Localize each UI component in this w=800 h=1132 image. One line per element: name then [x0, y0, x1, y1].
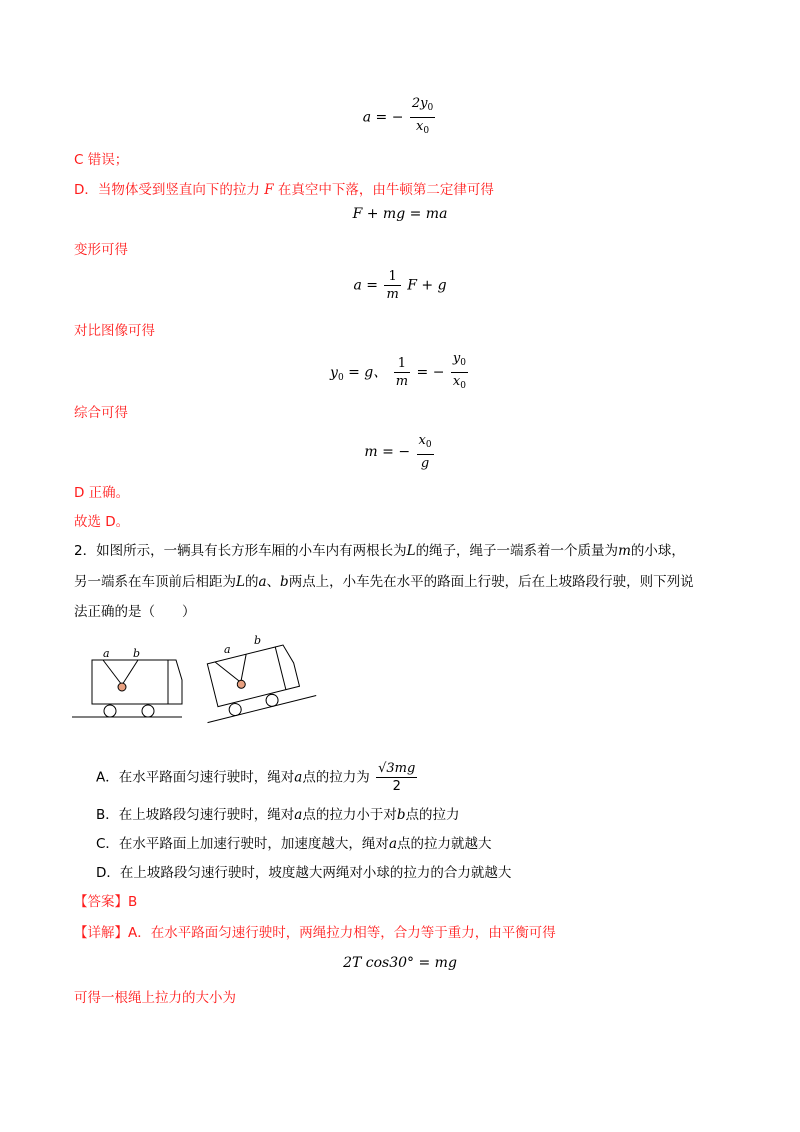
label-b: b	[133, 647, 141, 660]
fraction: $\frac{2y_0}{x_0}$	[411, 96, 434, 136]
transform-text: 变形可得	[74, 242, 128, 258]
fraction: $\frac{x_0}{g}$	[418, 433, 432, 471]
compare-text: 对比图像可得	[74, 323, 155, 339]
answer: 【答案】B	[74, 894, 138, 910]
fraction: $\frac{1}{m}$	[386, 269, 399, 302]
choose-text: 故选 D。	[74, 514, 130, 530]
cart-flat	[72, 647, 182, 717]
d-correct: D 正确。	[74, 485, 130, 501]
equation-compare: $y_0 = g$、 $\frac{1}{m}$ = − $\frac{y_0}{x_0}$	[0, 350, 800, 395]
question-2-line-2: 另一端系在车顶前后相距为L的a、b两点上，小车先在水平的路面上行驶，后在上坡路段行驶，则下列说	[74, 574, 694, 590]
equation-newton: F + mg = ma	[352, 206, 448, 222]
label-a: a	[103, 647, 110, 660]
option-d[interactable]: D．在上坡路段匀速行驶时，坡度越大两绳对小球的拉力的合力就越大	[96, 865, 512, 881]
question-2-line-1: 2．如图所示，一辆具有长方形车厢的小车内有两根长为L的绳子，绳子一端系着一个质量为m的小球，	[74, 543, 685, 559]
equation-acceleration: a = − $\frac{2y_0}{x_0}$	[0, 95, 800, 140]
detail: 【详解】A．在水平路面匀速行驶时，两绳拉力相等，合力等于重力，由平衡可得	[74, 925, 556, 941]
question-2-line-3: 法正确的是（ ）	[74, 604, 196, 620]
fraction: $\frac{1}{m}$	[395, 356, 409, 389]
option-b[interactable]: B．在上坡路段匀速行驶时，绳对a点的拉力小于对b点的拉力	[96, 807, 460, 823]
c-wrong: C 错误；	[74, 152, 129, 168]
cart-slope	[194, 640, 316, 722]
cart-figure	[70, 630, 330, 725]
fraction: $\frac{√3mg}{2}$	[378, 761, 416, 794]
label-b-slope: b	[254, 634, 262, 647]
option-a[interactable]: A．在水平路面匀速行驶时，绳对a点的拉力为 $\frac{√3mg}{2}$	[96, 761, 416, 794]
d-intro: D．当物体受到竖直向下的拉力 F 在真空中下落，由牛顿第二定律可得	[74, 182, 494, 198]
combine-text: 综合可得	[74, 405, 128, 421]
equation-tension: 2T cos30° = mg	[343, 955, 457, 971]
equation-mass: m = − $\frac{x_0}{g}$	[364, 433, 432, 471]
fraction: $\frac{y_0}{x_0}$	[452, 351, 466, 391]
last-line: 可得一根绳上拉力的大小为	[74, 990, 236, 1006]
label-a-slope: a	[224, 643, 231, 656]
equation-transform: a = $\frac{1}{m}$ F + g	[353, 269, 447, 302]
option-c[interactable]: C．在水平路面上加速行驶时，加速度越大，绳对a点的拉力就越大	[96, 836, 492, 852]
